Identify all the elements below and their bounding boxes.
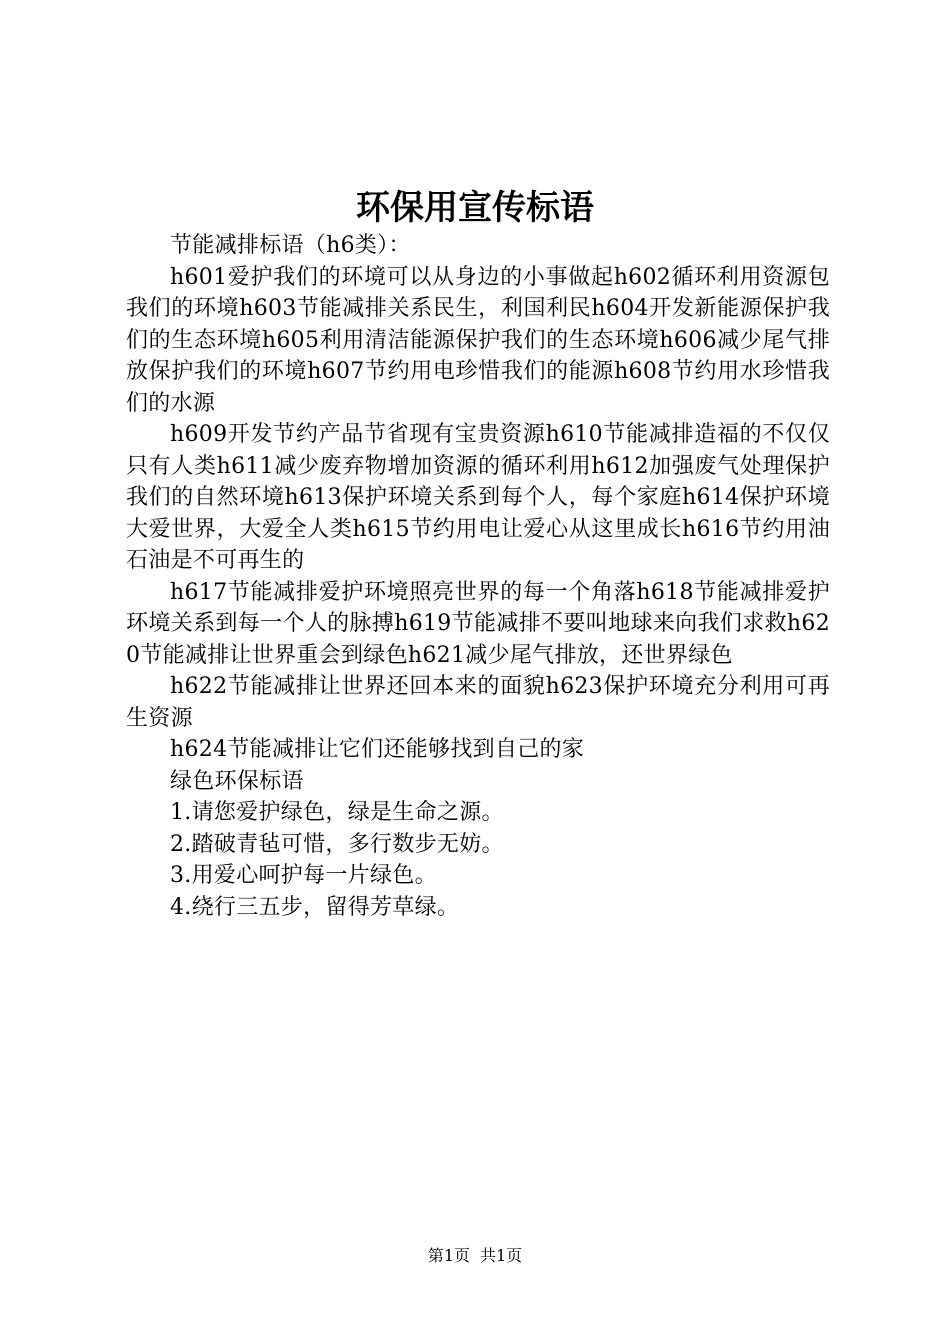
paragraph: h622节能减排让世界还回本来的面貌h623保护环境充分利用可再生资源 bbox=[126, 674, 830, 731]
paragraph: h601爱护我们的环境可以从身边的小事做起h602循环利用资源包我们的环境h603节能减排关系民生，利国利民h604开发新能源保护我们的生态环境h605利用清洁能源保护我们的生态环境h606减少尾气排放保护我们的环境h607节约用电珍惜我们的能源h608节约用水珍惜我们的水源 bbox=[126, 264, 830, 416]
list-item: 3.用爱心呵护每一片绿色。 bbox=[170, 863, 437, 888]
document-body bbox=[126, 230, 830, 923]
list-item: 1.请您爱护绿色，绿是生命之源。 bbox=[170, 800, 504, 825]
list-item: 4.绕行三五步，留得芳草绿。 bbox=[170, 894, 460, 920]
paragraph: h617节能减排爱护环境照亮世界的每一个角落h618节能减排爱护环境关系到每一个人的脉搏h619节能减排不要叫地球来向我们求救h620节能减排让世界重会到绿色h621减少尾气排放，还世界绿色 bbox=[126, 579, 830, 668]
list-item: 2.踏破青毡可惜，多行数步无妨。 bbox=[170, 831, 504, 857]
paragraph-heading-green: 绿色环保标语 bbox=[170, 768, 304, 794]
paragraph: h624节能减排让它们还能够找到自己的家 bbox=[170, 737, 585, 762]
paragraph: h609开发节约产品节省现有宝贵资源h610节能减排造福的不仅仅只有人类h611减少废弃物增加资源的循环利用h612加强废气处理保护我们的自然环境h613保护环境关系到每个人，每个家庭h614保护环境大爱世界，大爱全人类h615节约用电让爱心从这里成长h616节约用油石油是不可再生的 bbox=[126, 422, 830, 573]
page-number: 第1页 bbox=[427, 1246, 470, 1265]
document-title: 环保用宣传标语 bbox=[356, 188, 594, 228]
page-total: 共1页 bbox=[480, 1246, 523, 1265]
page-footer bbox=[0, 1245, 950, 1267]
paragraph-heading-energy: 节能减排标语（h6类）： bbox=[170, 233, 411, 258]
